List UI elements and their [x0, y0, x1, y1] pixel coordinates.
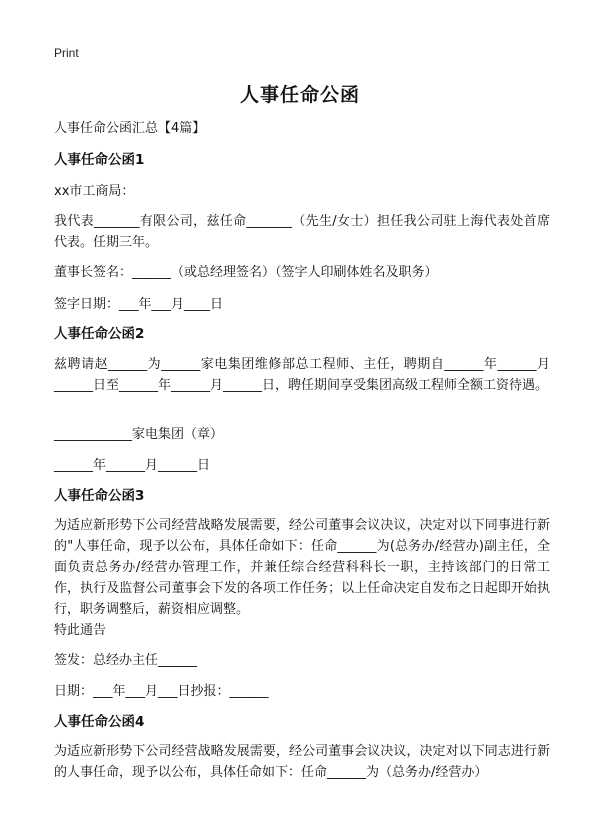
section-3-line-1: 为适应新形势下公司经营战略发展需要，经公司董事会议决议，决定对以下同事进行新的"人事任命，现予以公布，具体任命如下：任命______为(总务办/经营办)副主任，全面负责总务办/经营办管理工作，并兼任综合经营科科长一职，主持该部门的日常工作，执行及监督公司董事会下发的各项工作任务；以上任命决定自发布之日起即开始执行，职务调整后，薪资相应调整。 — [54, 518, 550, 617]
document-title: 人事任命公函 — [239, 84, 360, 106]
section-1-line-4: 签字日期：___年___月____日 — [54, 297, 224, 312]
print-link[interactable]: Print — [54, 46, 79, 60]
section-heading-2: 人事任命公函2 — [54, 326, 145, 342]
section-3-line-3: 签发：总经办主任______ — [54, 653, 198, 668]
section-4-line-1: 为适应新形势下公司经营战略发展需要，经公司董事会议决议，决定对以下同志进行新的人事任命，现予以公布，具体任命如下：任命______为（总务办/经营办） — [54, 744, 550, 780]
section-2-line-3: ______年______月______日 — [54, 458, 211, 473]
section-heading-3: 人事任命公函3 — [54, 488, 145, 504]
document-subtitle: 人事任命公函汇总【4篇】 — [54, 121, 206, 136]
section-2-line-2: ____________家电集团（章） — [54, 427, 224, 442]
section-3-line-2: 特此通告 — [54, 623, 107, 638]
section-1-line-2: 我代表_______有限公司，兹任命_______（先生/女士）担任我公司驻上海代表处首席代表。任期三年。 — [54, 214, 550, 250]
section-2-line-1: 兹聘请赵______为______家电集团维修部总工程师、主任，聘期自______年______月______日至______年______月______日，聘任期间享受集团高级工程师全额工资待遇。 — [54, 357, 550, 393]
section-heading-4: 人事任命公函4 — [54, 714, 145, 730]
section-1-line-3: 董事长签名：______（或总经理签名）（签字人印刷体姓名及职务） — [54, 265, 438, 280]
section-1-line-1: xx市工商局： — [54, 184, 135, 199]
section-3-line-4: 日期：___年___月___日抄报：______ — [54, 684, 269, 699]
section-heading-1: 人事任命公函1 — [54, 152, 145, 168]
